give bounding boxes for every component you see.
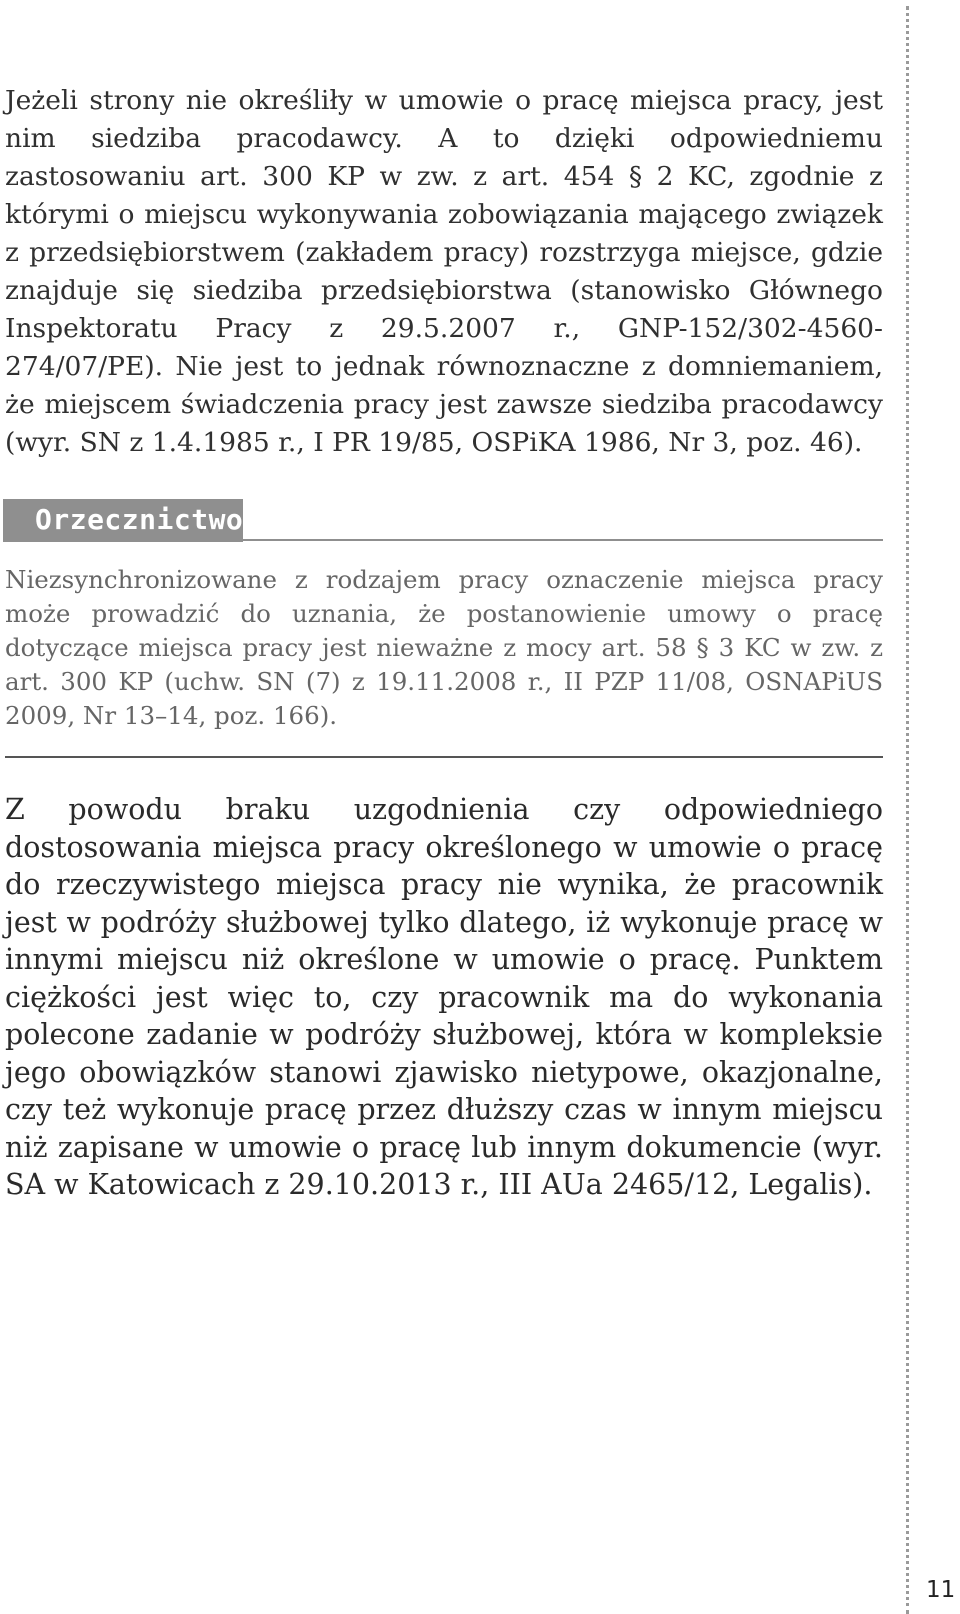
margin-dotted-rule bbox=[906, 6, 909, 1614]
body-paragraph-2: Z powodu braku uzgodnienia czy odpowiedniego dostosowania miejsca pracy określonego w umowie o pracę do rzeczywistego miejsca pracy nie wynika, że pracownik jest w podróży służbowej tylko dlatego, iż wykonuje pracę w innymi miejscu niż określone w umowie o pracę. Punktem ciężkości jest więc to, czy pracownik ma do wykonania polecone zadanie w podróży służbowej, która w kompleksie jego obowiązków stanowi zjawisko nietypowe, okazjonalne, czy też wykonuje pracę przez dłuższy czas w innym miejscu niż zapisane w umowie o pracę lub innym dokumencie (wyr. SA w Katowicach z 29.10.2013 r., III AUa 2465/12, Legalis). bbox=[5, 793, 883, 1201]
section-heading: Orzecznictwo bbox=[35, 503, 244, 536]
page-number: 11 bbox=[926, 1577, 956, 1603]
case-law-text: Niezsynchronizowane z rodzajem pracy oznaczenie miejsca pracy może prowadzić do uznania, że postanowienie umowy o pracę dotyczące miejsca pracy jest nieważne z mocy art. 58 § 3 KC w zw. z art. 300 KP (uchw. SN (7) z 19.11.2008 r., II PZP 11/08, OSNAPiUS 2009, Nr 13–14, poz. 166). bbox=[5, 565, 883, 730]
section-heading-rule bbox=[243, 539, 883, 541]
section-heading-box bbox=[3, 499, 243, 542]
section-divider bbox=[5, 756, 883, 758]
body-paragraph-1: Jeżeli strony nie określiły w umowie o pracę miejsca pracy, jest nim siedziba pracodawcy. A to dzięki odpowiedniemu zastosowaniu art. 300 KP w zw. z art. 454 § 2 KC, zgodnie z którymi o miejscu wykonywania zobowiązania mającego związek z przedsiębiorstwem (zakładem pracy) rozstrzyga miejsce, gdzie znajduje się siedziba przedsiębiorstwa (stanowisko Głównego Inspektoratu Pracy z 29.5.2007 r., GNP-152/302-4560-274/07/PE). Nie jest to jednak równoznaczne z domniemaniem, że miejscem świadczenia pracy jest zawsze siedziba pracodawcy (wyr. SN z 1.4.1985 r., I PR 19/85, OSPiKA 1986, Nr 3, poz. 46). bbox=[5, 85, 883, 458]
